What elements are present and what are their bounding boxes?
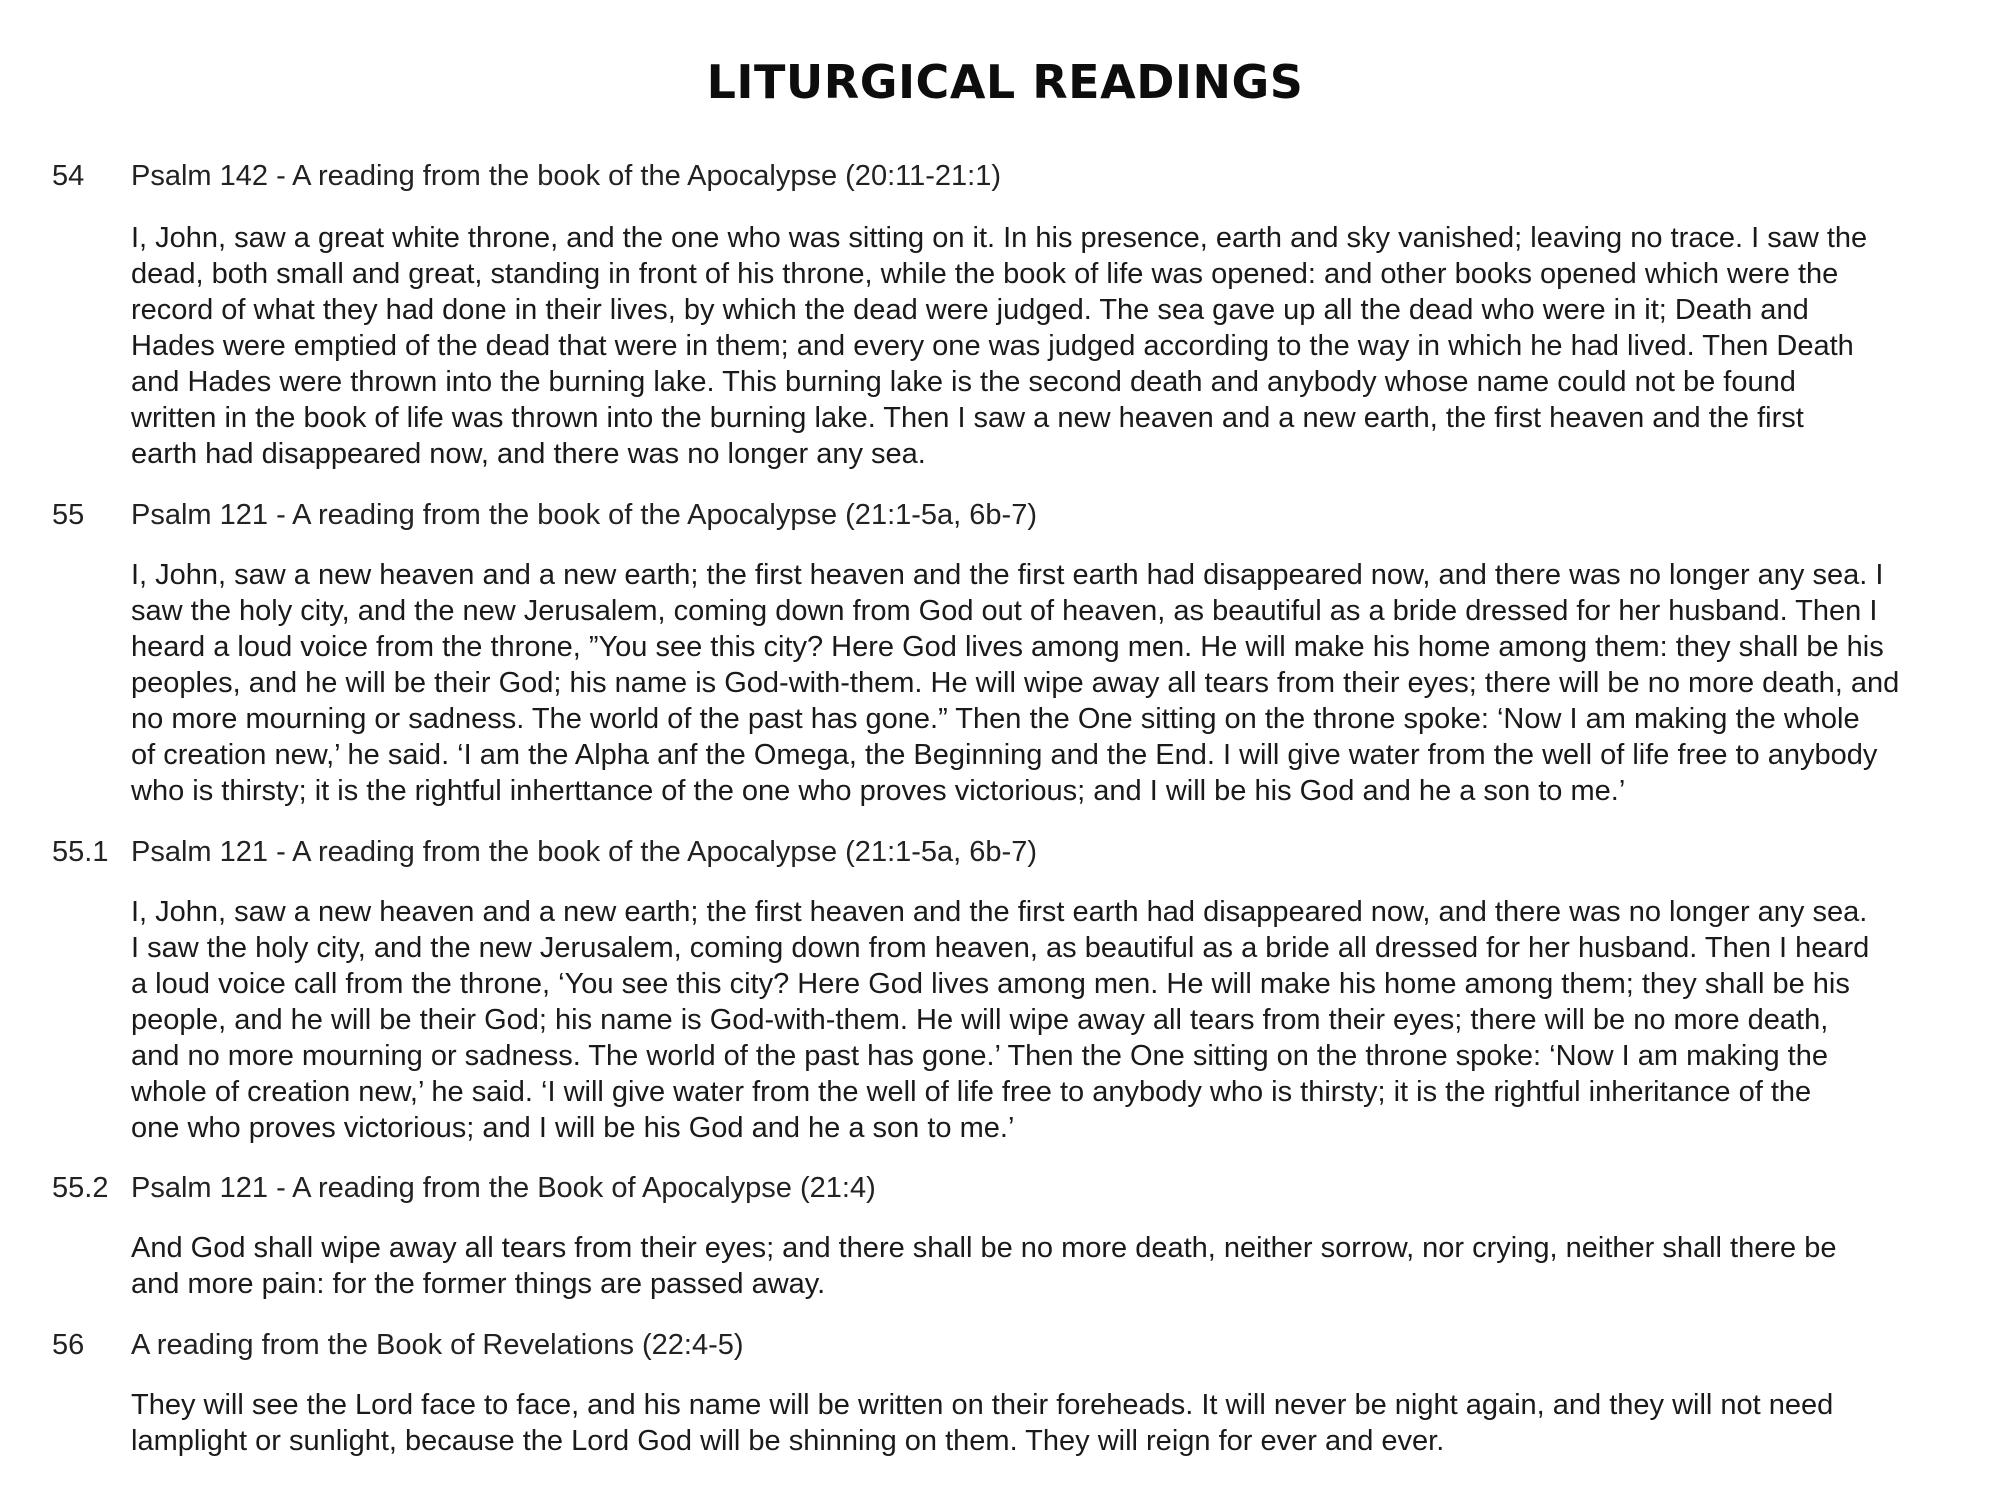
text-line: heard a loud voice from the throne, ”You see this city? Here God lives among men. He will make his home among them: they shall be his (131, 631, 1884, 663)
page-title: LITURGICAL READINGS (706, 55, 1304, 109)
text-line: I, John, saw a new heaven and a new earth; the first heaven and the first earth had disappeared now, and there was no longer any sea. (131, 896, 1868, 928)
text-line: no more mourning or sadness. The world of the past has gone.” Then the One sitting on the throne spoke: ‘Now I am making the whole (131, 703, 1860, 735)
reading-number: 55 (52, 499, 85, 531)
text-line: written in the book of life was thrown into the burning lake. Then I saw a new heaven and a new earth, the first heaven and the first (131, 402, 1804, 434)
text-line: saw the holy city, and the new Jerusalem, coming down from God out of heaven, as beautiful as a bride dressed for her husband. Then I (131, 595, 1878, 627)
text-line: a loud voice call from the throne, ‘You see this city? Here God lives among men. He will make his home among them; they shall be his (131, 968, 1850, 1000)
text-line: dead, both small and great, standing in front of his throne, while the book of life was opened: and other books opened which were the (131, 258, 1839, 290)
text-line: I, John, saw a new heaven and a new earth; the first heaven and the first earth had disappeared now, and there was no longer any sea. I (131, 559, 1884, 591)
text-line: who is thirsty; it is the rightful inherttance of the one who proves victorious; and I will be his God and he a son to me.’ (131, 775, 1626, 807)
text-line: Hades were emptied of the dead that were in them; and every one was judged according to the way in which he had lived. Then Death (131, 330, 1854, 362)
text-line: earth had disappeared now, and there was no longer any sea. (131, 438, 926, 470)
text-line: and no more mourning or sadness. The world of the past has gone.’ Then the One sitting on the throne spoke: ‘Now I am making the (131, 1040, 1828, 1072)
text-line: And God shall wipe away all tears from their eyes; and there shall be no more death, neither sorrow, nor crying, neither shall there be (131, 1232, 1837, 1264)
reading-number: 55.1 (52, 836, 109, 868)
reading-number: 55.2 (52, 1172, 109, 1204)
text-line: and more pain: for the former things are passed away. (131, 1268, 826, 1300)
text-line: record of what they had done in their lives, by which the dead were judged. The sea gave up all the dead who were in it; Death and (131, 294, 1809, 326)
reading-text (131, 557, 1966, 809)
reading-heading: Psalm 142 - A reading from the book of the Apocalypse (20:11-21:1) (131, 160, 1001, 192)
reading-text (131, 1387, 1966, 1459)
text-line: They will see the Lord face to face, and his name will be written on their foreheads. It will never be night again, and they will not need (131, 1389, 1834, 1421)
text-line: whole of creation new,’ he said. ‘I will give water from the well of life free to anybody who is thirsty; it is the rightful inheritance of the (131, 1076, 1812, 1108)
text-line: I, John, saw a great white throne, and the one who was sitting on it. In his presence, earth and sky vanished; leaving no trace. I saw the (131, 222, 1868, 254)
text-line: people, and he will be their God; his name is God-with-them. He will wipe away all tears from their eyes; there will be no more death, (131, 1004, 1829, 1036)
reading-text (131, 220, 1966, 472)
reading-number: 54 (52, 160, 85, 192)
reading-heading: A reading from the Book of Revelations (22:4-5) (131, 1329, 744, 1361)
reading-heading: Psalm 121 - A reading from the book of the Apocalypse (21:1-5a, 6b-7) (131, 836, 1037, 868)
text-line: one who proves victorious; and I will be his God and he a son to me.’ (131, 1112, 1015, 1144)
reading-text (131, 894, 1966, 1146)
text-line: peoples, and he will be their God; his name is God-with-them. He will wipe away all tears from their eyes; there will be no more death, and (131, 667, 1900, 699)
reading-text (131, 1230, 1966, 1302)
text-line: of creation new,’ he said. ‘I am the Alpha anf the Omega, the Beginning and the End. I will give water from the well of life free to anybody (131, 739, 1878, 771)
text-line: lamplight or sunlight, because the Lord God will be shinning on them. They will reign for ever and ever. (131, 1425, 1445, 1457)
text-line: I saw the holy city, and the new Jerusalem, coming down from heaven, as beautiful as a bride all dressed for her husband. Then I heard (131, 932, 1870, 964)
text-line: and Hades were thrown into the burning lake. This burning lake is the second death and anybody whose name could not be found (131, 366, 1796, 398)
reading-heading: Psalm 121 - A reading from the book of the Apocalypse (21:1-5a, 6b-7) (131, 499, 1037, 531)
reading-number: 56 (52, 1329, 85, 1361)
reading-heading: Psalm 121 - A reading from the Book of Apocalypse (21:4) (131, 1172, 876, 1204)
